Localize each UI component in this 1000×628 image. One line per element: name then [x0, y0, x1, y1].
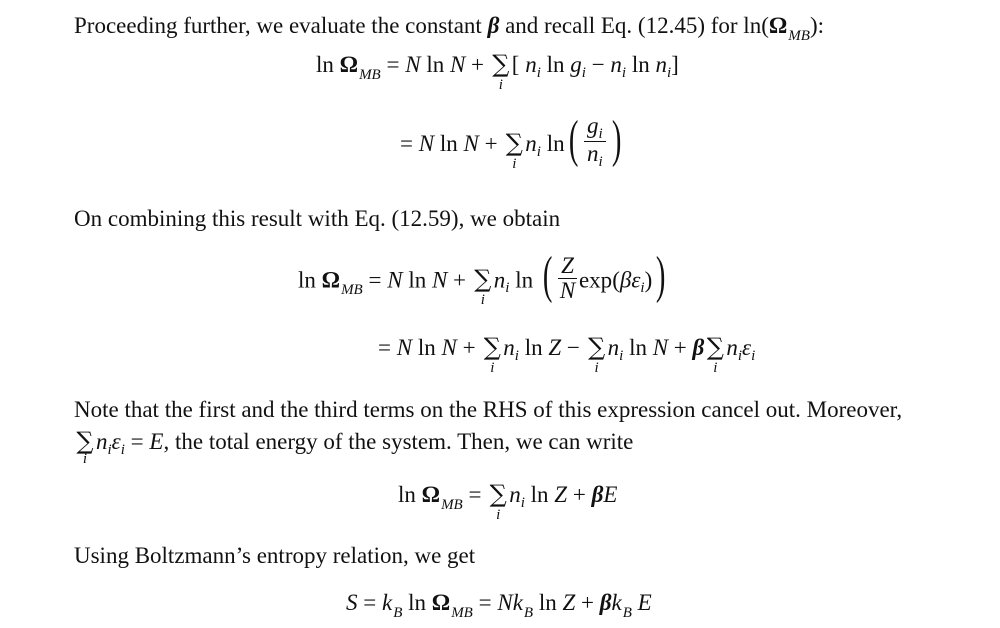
intro-text: Proceeding further, we evaluate the constant	[74, 13, 488, 38]
paragraph-note-line-2: ∑ i $n_i\varepsilon_i = E$, the total energy of the system. Then, we can write	[74, 426, 633, 461]
summation-i: ∑ i	[588, 333, 606, 376]
summation-i: ∑ i	[489, 480, 507, 523]
fraction-g-over-n: $\frac{g_i}{n_i}$	[584, 114, 606, 169]
equation-4: $S = k_B$ $\ln \Omega_{MB} = Nk_B$ $\ln Z + \beta k_B$ E	[346, 590, 652, 621]
equation-1-line-2: = N ln N + ∑ i $n_i$ ln( $\frac{g_i}{n_i}$ )	[400, 110, 622, 172]
intro-text-2: and recall Eq. (12.45) for ln(	[499, 13, 769, 38]
paragraph-intro	[74, 10, 824, 45]
summation-i: ∑ i	[483, 333, 501, 376]
summation-i: ∑ i	[76, 427, 94, 467]
summation-i: ∑ i	[706, 333, 724, 376]
equation-2-line-2: = N ln N + ∑ i $n_i$ ln Z − ∑ i $n_i$ ln N + β ∑ i $n_i\varepsilon_i$	[378, 333, 756, 376]
omega-symbol: Ω	[768, 13, 788, 38]
intro-text-3: ):	[809, 13, 825, 38]
paragraph-boltzmann	[74, 540, 475, 572]
paragraph-note	[74, 394, 902, 426]
note-text: Note that the first and the third terms on the RHS of this expression cancel out. Moreover,	[74, 397, 903, 422]
summation-i: ∑ i	[505, 128, 523, 172]
summation-i: ∑ i	[474, 265, 492, 309]
boltzmann-text: Using Boltzmann’s entropy relation, we get	[74, 543, 476, 568]
equation-2-line-1: $\ln \Omega_{MB} = N$ ln N + ∑ i $n_i$ ln ( $\frac{Z}{N}$ $\exp(\beta\varepsilon_i)$)	[298, 247, 666, 309]
note-text-2: , the total energy of the system. Then, we can write	[163, 429, 634, 454]
combining-text: On combining this result with Eq. (12.59), we obtain	[74, 206, 561, 231]
beta-symbol: β	[487, 13, 500, 38]
mb-subscript: MB	[788, 28, 810, 44]
equation-3: $\ln \Omega_{MB}$ = ∑ i $n_i$ ln Z + βE	[398, 480, 618, 523]
fraction-z-over-n: $\frac{Z}{N}$	[559, 252, 576, 303]
summation-i: ∑ i	[492, 50, 510, 93]
equation-1-line-1: $\ln \Omega_{MB} = N$ ln N + ∑ i [ $n_i$ $\ln g_i - n_i$ $\ln n_i$]	[316, 50, 679, 93]
paragraph-combining	[74, 203, 560, 235]
